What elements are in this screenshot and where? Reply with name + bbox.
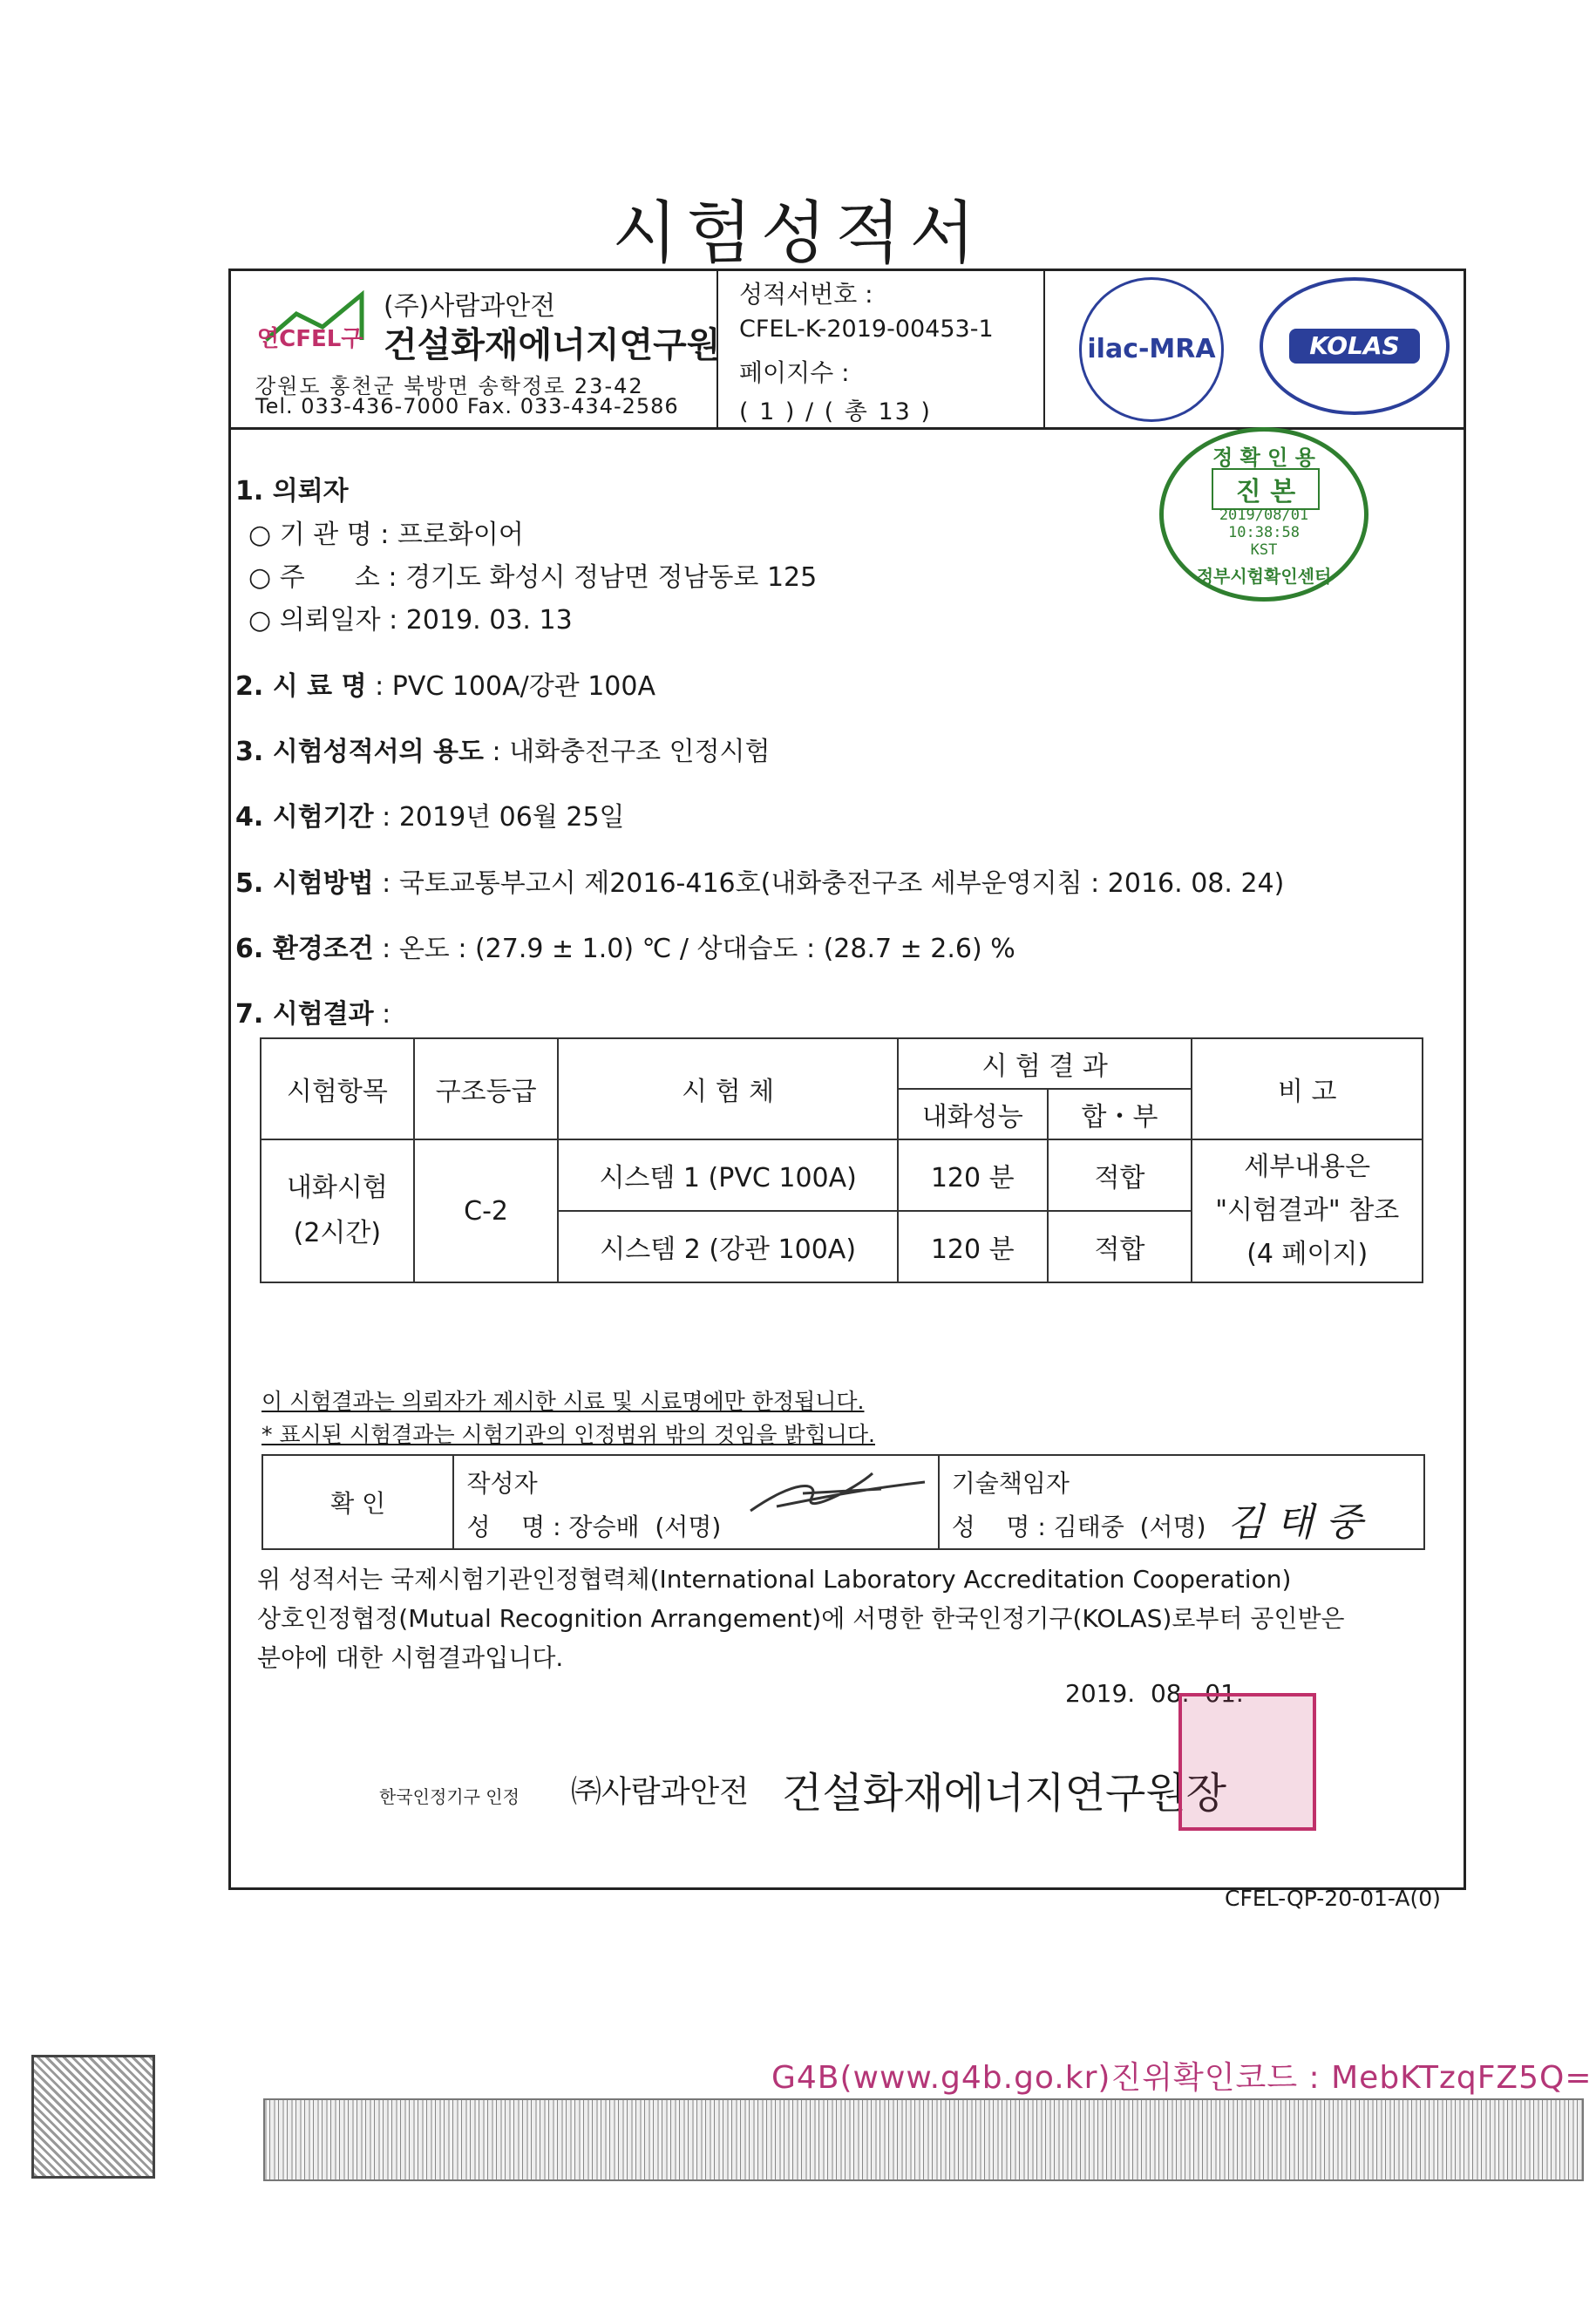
header-specimen: 시 험 체 <box>558 1038 897 1139</box>
stamp-main-text: 진 본 <box>1212 468 1320 510</box>
kolas-text: KOLAS <box>1289 329 1420 364</box>
ilac-mra-logo <box>1079 277 1224 422</box>
statement-line-1: 위 성적서는 국제시험기관인정협력체(International Laboratory Accreditation Cooperation) <box>257 1565 1292 1594</box>
statement-line-2: 상호인정협정(Mutual Recognition Arrangement)에 서명한 한국인정기구(KOLAS)로부터 공인받은 <box>257 1604 1345 1633</box>
footer-institute: 건설화재에너지연구원장 <box>782 1769 1227 1818</box>
stamp-tz: KST <box>1250 541 1278 559</box>
org-contact: Tel. 033-436-7000 Fax. 033-434-2586 <box>255 394 679 418</box>
tech-label: 기술책임자 <box>951 1469 1070 1498</box>
report-no: CFEL-K-2019-00453-1 <box>739 316 994 343</box>
writer-name: 성 명 : 장승배 (서명) <box>466 1513 722 1541</box>
header-result: 시 험 결 과 <box>898 1038 1192 1089</box>
cell-performance: 120 분 <box>898 1211 1048 1282</box>
stamp-time: 10:38:58 <box>1228 524 1300 541</box>
org-subtitle: (주)사람과안전 <box>384 291 556 322</box>
cell-specimen: 시스템 2 (강관 100A) <box>558 1211 897 1282</box>
stamp-top-text: 정 확 인 용 <box>1212 445 1315 470</box>
section-6: 6. 환경조건 : 온도 : (27.9 ± 1.0) ℃ / 상대습도 : (28.7 ± 2.6) % <box>235 934 1015 964</box>
table-row <box>261 1139 1423 1211</box>
header-item: 시험항목 <box>261 1038 414 1139</box>
section-2: 2. 시 료 명 : PVC 100A/강관 100A <box>235 671 655 702</box>
logo-text: 연CFEL구 <box>257 326 363 352</box>
cell-pass: 적합 <box>1048 1139 1192 1211</box>
writer-signature-icon <box>742 1463 934 1524</box>
document-title: 시험성적서 <box>612 194 984 273</box>
header-divider <box>1043 269 1045 430</box>
org-name: 건설화재에너지연구원 <box>384 325 721 365</box>
qr-code-icon <box>31 2055 155 2179</box>
cell-pass: 적합 <box>1048 1211 1192 1282</box>
org-address: 강원도 홍천군 북방면 송학정로 23-42 <box>255 374 644 398</box>
confirm-label: 확 인 <box>262 1455 453 1549</box>
cfel-logo <box>257 288 375 357</box>
cell-performance: 120 분 <box>898 1139 1048 1211</box>
header-grade: 구조등급 <box>414 1038 559 1139</box>
report-no-label: 성적서번호 : <box>739 280 873 309</box>
writer-label: 작성자 <box>466 1469 538 1498</box>
requester-address: ○ 주 소 : 경기도 화성시 정남면 정남동로 125 <box>248 562 818 593</box>
g4b-verification-code: G4B(www.g4b.go.kr)진위확인코드 : MebKTzqFZ5Q= <box>771 2060 1593 2096</box>
cell-grade: C-2 <box>414 1139 559 1282</box>
header-remark: 비 고 <box>1192 1038 1423 1139</box>
issue-date: 2019. 08. 01. <box>1065 1679 1244 1708</box>
cell-item: 내화시험 (2시간) <box>261 1139 414 1282</box>
form-code: CFEL-QP-20-01-A(0) <box>1225 1886 1441 1911</box>
tech-cell <box>939 1455 1424 1549</box>
verification-barcode-band <box>263 2098 1584 2181</box>
header-performance: 내화성능 <box>898 1089 1048 1139</box>
page-count: ( 1 ) / ( 총 13 ) <box>739 398 932 425</box>
signature-table <box>261 1454 1425 1550</box>
stamp-bottom-text: 정부시험확인센터 <box>1196 566 1332 587</box>
cell-specimen: 시스템 1 (PVC 100A) <box>558 1139 897 1211</box>
requester-org: ○ 기 관 명 : 프로화이어 <box>248 520 524 550</box>
results-table <box>260 1037 1423 1283</box>
footer-company: ㈜사람과안전 <box>571 1775 750 1810</box>
section-5: 5. 시험방법 : 국토교통부고시 제2016-416호(내화충전구조 세부운영지침 : 2016. 08. 24) <box>235 868 1285 899</box>
tech-signature: 김 태 중 <box>1226 1500 1363 1545</box>
kolas-accredited-note: 한국인정기구 인정 <box>379 1786 520 1807</box>
official-seal-icon <box>1178 1693 1316 1831</box>
kolas-logo <box>1260 277 1450 415</box>
tech-name: 성 명 : 김태중 (서명) <box>951 1513 1206 1541</box>
cell-remark: 세부내용은 "시험결과" 참조 (4 페이지) <box>1192 1139 1423 1282</box>
section-1-label: 1. 의뢰자 <box>235 476 349 507</box>
request-date: ○ 의뢰일자 : 2019. 03. 13 <box>248 605 573 636</box>
section-4: 4. 시험기간 : 2019년 06월 25일 <box>235 802 625 833</box>
stamp-datetime <box>1164 507 1364 559</box>
authenticity-stamp <box>1159 427 1368 602</box>
writer-cell <box>453 1455 938 1549</box>
header-pass: 합・부 <box>1048 1089 1192 1139</box>
stamp-date: 2019/08/01 <box>1219 507 1309 524</box>
section-7: 7. 시험결과 : <box>235 999 391 1030</box>
scope-note: 이 시험결과는 의뢰자가 제시한 시료 및 시료명에만 한정됩니다. <box>261 1389 865 1414</box>
section-3: 3. 시험성적서의 용도 : 내화충전구조 인정시험 <box>235 737 771 767</box>
page-count-label: 페이지수 : <box>739 358 850 387</box>
ilac-text: ilac-MRA <box>1087 334 1216 364</box>
statement-line-3: 분야에 대한 시험결과입니다. <box>257 1643 564 1672</box>
accreditation-note: * 표시된 시험결과는 시험기관의 인정범위 밖의 것임을 밝힙니다. <box>261 1422 875 1447</box>
